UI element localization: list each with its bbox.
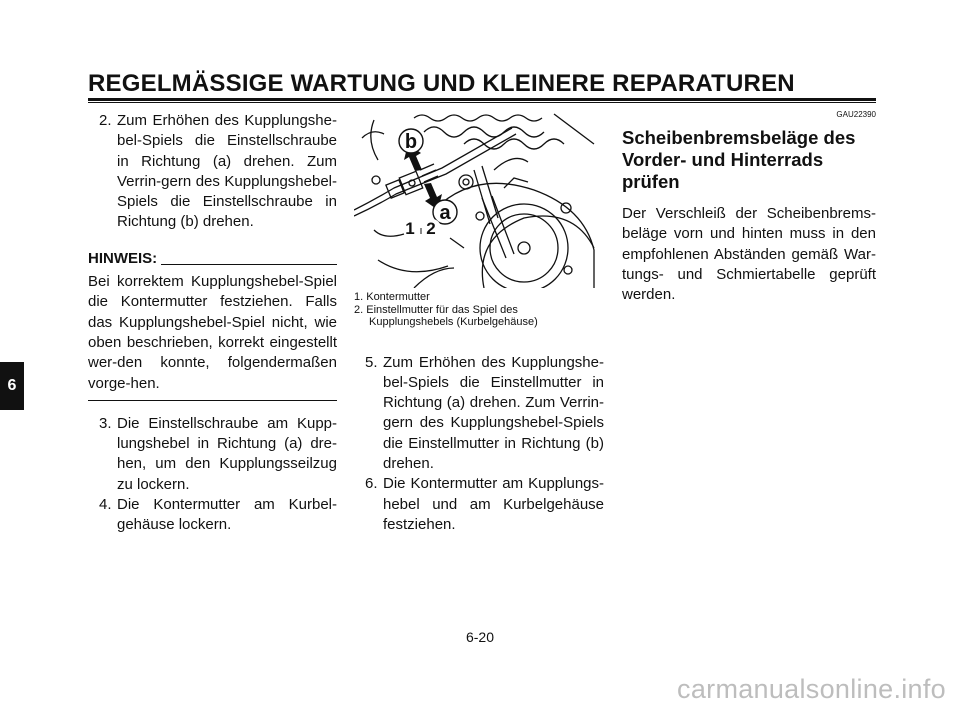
middle-column [354,110,604,535]
watermark: carmanualsonline.info [677,674,946,704]
hinweis-text: Bei korrektem Kupplungshebel-Spiel die Kontermutter festziehen. Falls das Kupplungshebel-Spiel nicht, wie oben beschrieben, korrekt eingestellt wer-den konnte, folgendermaßen vorge-hen. [88,273,337,392]
step-number: 5. [365,353,378,371]
chapter-tab-label: 6 [7,377,17,394]
engine-figure [354,110,604,288]
figure-label-a: a [439,202,451,224]
caption-line-3: Kupplungshebels (Kurbelgehäuse) [369,316,538,328]
section-body: Der Verschleiß der Scheibenbrems-beläge vorn und hinten muss in den empfohlenen Abständen gemäß War-tungs- und Schmiertabelle geprüft werden. [622,205,876,304]
hinweis-end-rule [88,400,337,401]
figure-label-2: 2 [426,219,436,238]
step-3 [88,414,337,495]
section-code: GAU22390 [836,110,876,119]
hinweis-heading [88,249,337,269]
step-text: Die Einstellschraube am Kupp-lungshebel in Richtung (a) dre-hen, um den Kupplungsseilzug zu lockern. [117,414,337,493]
figure-label-b: b [404,131,418,153]
engine-illustration [354,110,604,288]
step-text: Die Kontermutter am Kupplungs-hebel und am Kurbelgehäuse festziehen. [383,475,604,533]
hinweis-rule [161,264,337,265]
title-rule [88,98,876,103]
caption-line-1: 1. Kontermutter [354,291,430,303]
page-number: 6-20 [465,629,495,645]
step-number: 6. [365,475,378,493]
figure-caption [354,291,604,329]
step-number: 3. [99,414,112,432]
left-column [88,111,337,536]
right-column [622,110,876,305]
page-title: REGELMÄSSIGE WARTUNG UND KLEINERE REPARATUREN [88,70,795,97]
hinweis-label: HINWEIS: [88,249,158,267]
chapter-tab [0,362,24,410]
step-text: Zum Erhöhen des Kupplungshe-bel-Spiels die Einstellschraube in Richtung (a) drehen. Zum Verrin-gern des Kupplungshebel-Spiels die Einstellschraube in Richtung (b) drehen. [117,112,337,231]
step-text: Die Kontermutter am Kurbel-gehäuse lockern. [117,496,337,534]
step-5 [354,353,604,475]
step-number: 4. [99,496,112,514]
step-text: Zum Erhöhen des Kupplungshe-bel-Spiels die Einstellmutter in Richtung (a) drehen. Zum Verrin-gern des Kupplungshebel-Spiels die Einstellmutter in Richtung (b) drehen. [383,353,604,472]
middle-steps [354,353,604,536]
step-2 [88,111,337,233]
step-4 [88,495,337,536]
section-heading: Scheibenbremsbeläge des Vorder- und Hinterrads prüfen [622,127,856,192]
step-6 [354,474,604,535]
figure-label-1: 1 [405,219,415,238]
step-number: 2. [99,112,112,129]
caption-line-2: 2. Einstellmutter für das Spiel des [354,303,518,316]
